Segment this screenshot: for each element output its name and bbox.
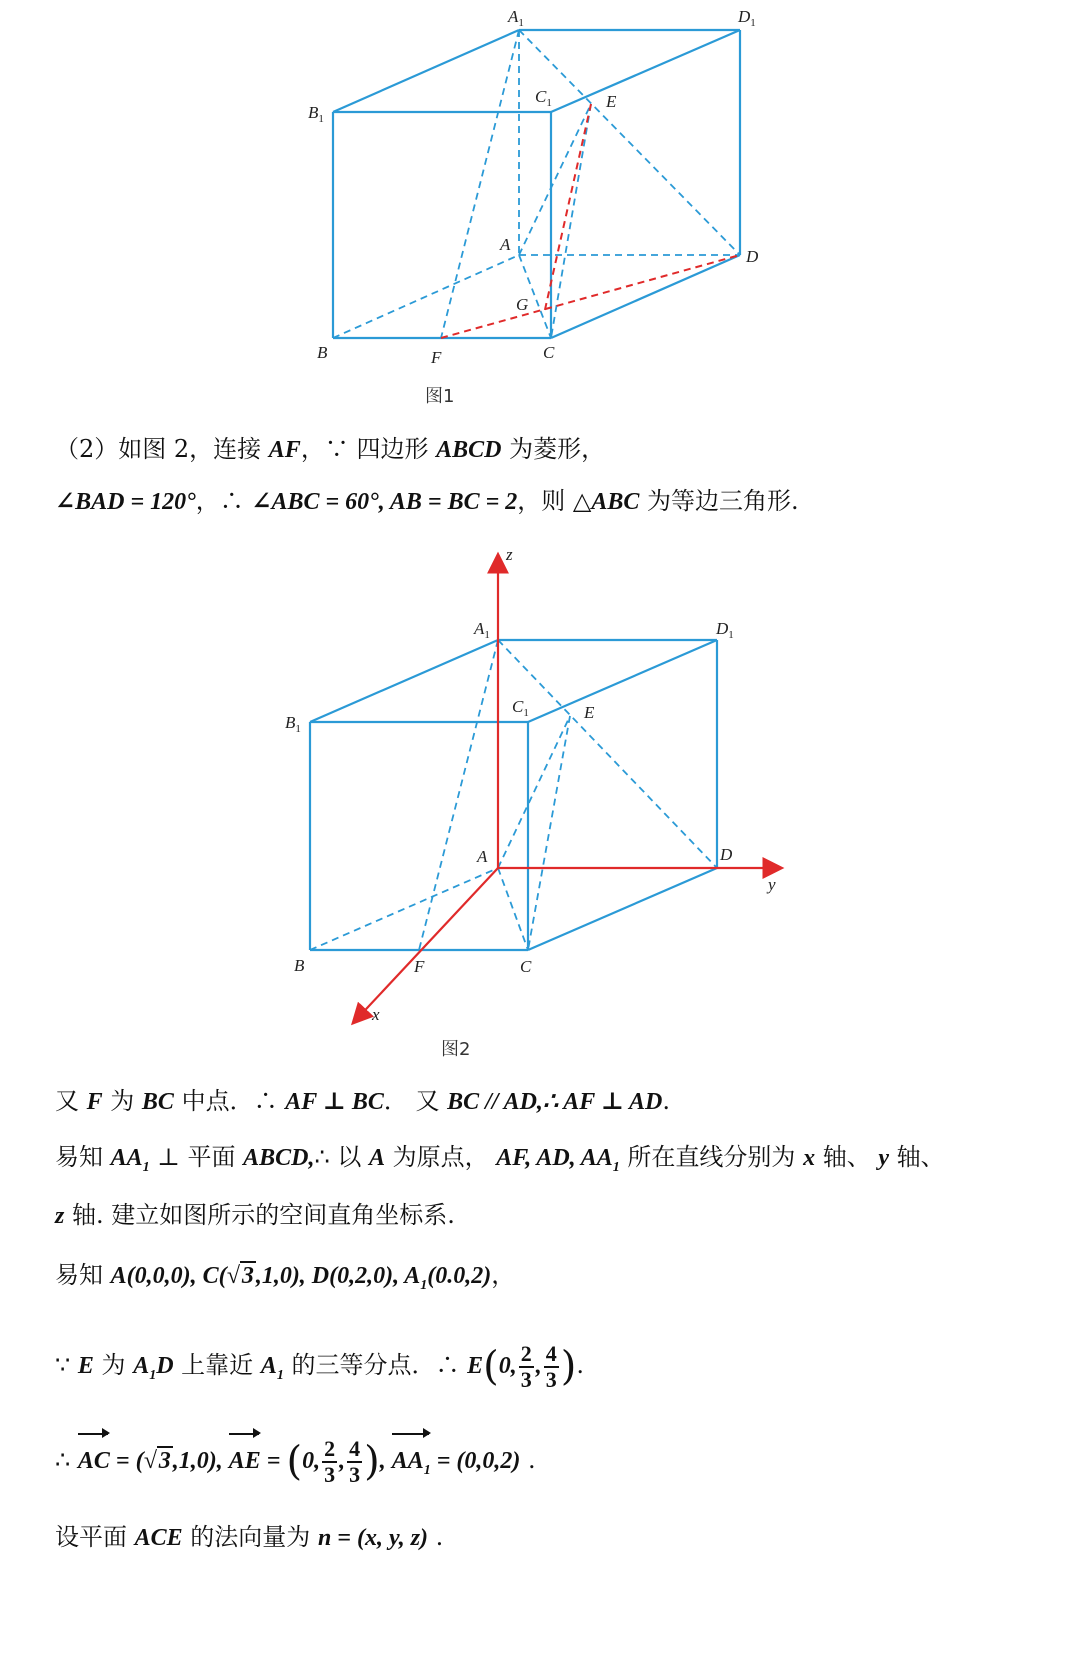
edge2-A1-D <box>498 640 717 868</box>
label-C: C <box>543 343 555 362</box>
axis-label-y: y <box>768 875 776 894</box>
edge2-E-C <box>528 716 570 950</box>
label-F: F <box>431 348 442 367</box>
label2-C: C <box>520 957 532 976</box>
fraction-four-thirds-2: $\frac{4}{3}$ <box>349 1435 361 1487</box>
label2-B: B <box>294 956 305 975</box>
label-D1: $D_1$ <box>738 7 756 29</box>
edge2-A-E <box>498 716 570 868</box>
vector-AA1: $AA_1$ <box>392 1431 431 1501</box>
text-line-7: ∵ E 为 $A_1D$ 上靠近 $A_1$ 的三等分点．∴ E(0, $\frac{2}{3}$ , $\frac{4}{3}$ ). <box>55 1340 584 1392</box>
text-line-1: （2）如图 2，连接 AF，∵ 四边形 ABCD 为菱形， <box>55 435 606 463</box>
figure-2-caption: 图2 <box>441 1039 471 1060</box>
label-C1: $C_1$ <box>535 87 552 109</box>
edge2-A-C <box>498 868 528 950</box>
label-B: B <box>317 343 328 362</box>
label2-B1: $B_1$ <box>285 713 301 735</box>
fraction-four-thirds: $\frac{4}{3}$ <box>545 1340 557 1392</box>
label2-D1: $D_1$ <box>716 619 734 641</box>
label-G: G <box>516 295 529 314</box>
fraction-two-thirds: $\frac{2}{3}$ <box>520 1340 532 1392</box>
label2-A: A <box>477 847 488 866</box>
label-E: E <box>606 92 617 111</box>
label2-E: E <box>584 703 595 722</box>
edge2-C1-D1 <box>528 640 717 722</box>
label2-C1: $C_1$ <box>512 697 529 719</box>
figure-1-caption: 图1 <box>425 386 455 407</box>
text-line-9: 设平面 ACE 的法向量为 n = (x, y, z) . <box>55 1523 444 1551</box>
label2-A1: $A_1$ <box>474 619 490 641</box>
axis-label-z: z <box>506 545 513 564</box>
text-line-8: ∴ AC = (√3,1,0), AE = (0, $\frac{2}{3}$ , $\frac{4}{3}$ ), $AA_1 = (0,0,2)$ . <box>55 1430 536 1501</box>
text-line-6: 易知 A(0,0,0), C(√3,1,0), D(0,2,0), $A_1(0.0,2)$， <box>55 1261 516 1293</box>
label2-F: F <box>414 957 425 976</box>
edge2-B-A <box>310 868 498 950</box>
text-line-4: 易知 $AA_1$ ⊥ 平面 ABCD,∴ 以 A 为原点， AF, AD, $AA_1$ 所在直线分别为 x 轴、 y 轴、 <box>55 1143 945 1175</box>
text-line-2: ∠BAD = 120°，∴ ∠ABC = 60°, AB = BC = 2，则 △ABC 为等边三角形. <box>55 487 799 515</box>
label-A: A <box>500 235 511 254</box>
text-line-3: 又 F 为 BC 中点．∴ AF ⊥ BC． 又 BC // AD,∴ AF ⊥ AD. <box>55 1087 670 1115</box>
vector-AC: AC <box>78 1431 110 1491</box>
label-A1: $A_1$ <box>508 7 524 29</box>
text-line-5: z 轴. 建立如图所示的空间直角坐标系. <box>55 1201 455 1229</box>
vector-AE: AE <box>229 1431 261 1491</box>
axis-label-x: x <box>372 1005 380 1024</box>
label2-D: D <box>720 845 733 864</box>
edge2-C-D <box>528 868 717 950</box>
edge2-B1-A1 <box>310 640 498 722</box>
label-D: D <box>746 247 759 266</box>
x-axis <box>354 868 498 1022</box>
edge2-A1-F <box>419 640 498 950</box>
fraction-two-thirds-2: $\frac{2}{3}$ <box>324 1435 336 1487</box>
label-B1: $B_1$ <box>308 103 324 125</box>
